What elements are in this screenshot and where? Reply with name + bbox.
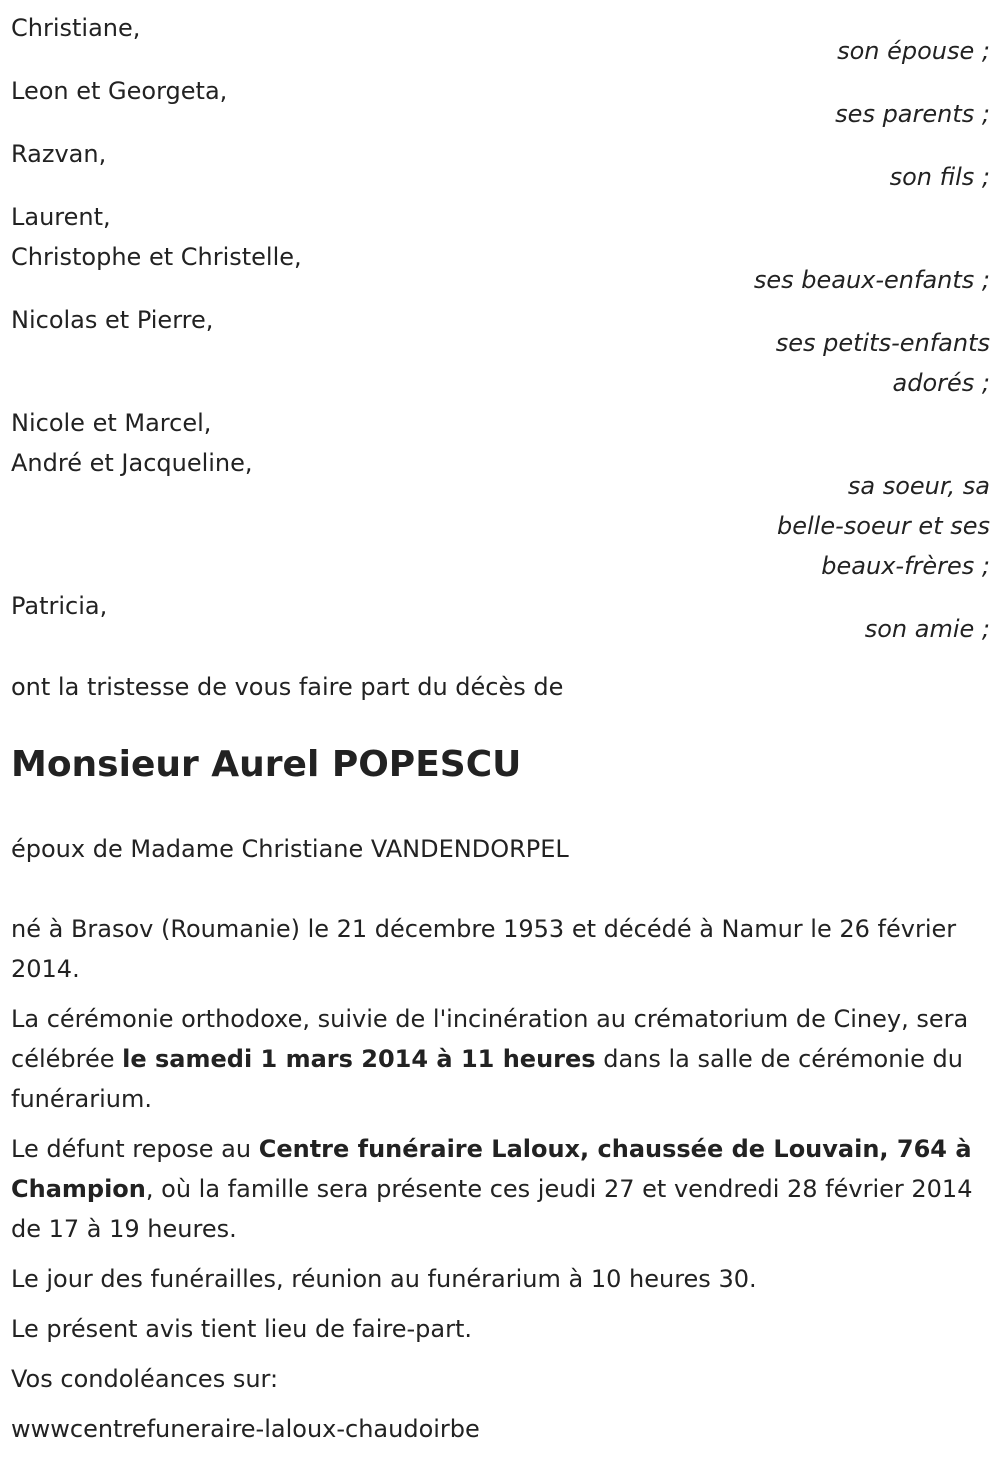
family-relation: belle-soeur et ses: [777, 512, 990, 540]
family-group: [11, 71, 990, 134]
family-relation: adorés ;: [892, 369, 990, 397]
family-member-names: Nicole et Marcel,: [11, 409, 212, 437]
family-list: [11, 8, 990, 649]
family-member-names: André et Jacqueline,: [11, 449, 253, 477]
family-relation: ses petits-enfants: [775, 329, 990, 357]
spouse-line: époux de Madame Christiane VANDENDORPEL: [11, 835, 569, 863]
family-group: [11, 300, 990, 403]
family-relation: son fils ;: [889, 163, 990, 191]
family-group: [11, 8, 990, 71]
family-member-names: Patricia,: [11, 592, 108, 620]
intro-text: ont la tristesse de vous faire part du décès de: [11, 673, 564, 701]
family-member-names: Nicolas et Pierre,: [11, 306, 214, 334]
family-group: [11, 586, 990, 649]
family-member-names: Christophe et Christelle,: [11, 243, 302, 271]
notice-text: Le présent avis tient lieu de faire-part.: [11, 1315, 473, 1343]
family-member-names: Leon et Georgeta,: [11, 77, 228, 105]
repose-location: Centre funéraire Laloux, chaussée de Louvain, 764 à Champion: [11, 1135, 972, 1203]
deceased-name: Monsieur Aurel POPESCU: [11, 744, 522, 785]
family-relation: ses beaux-enfants ;: [753, 266, 990, 294]
family-group: [11, 403, 990, 586]
family-group: [11, 134, 990, 197]
family-member-names: Christiane,: [11, 14, 141, 42]
family-relation: beaux-frères ;: [821, 552, 990, 580]
ceremony-after: dans la salle de cérémonie du funérarium.: [11, 1045, 963, 1113]
family-member-names: Laurent,: [11, 203, 111, 231]
meeting-text: Le jour des funérailles, réunion au funérarium à 10 heures 30.: [11, 1265, 757, 1293]
family-member-names: Razvan,: [11, 140, 107, 168]
repose-after: , où la famille sera présente ces jeudi 27 et vendredi 28 février 2014 de 17 à 19 heures.: [11, 1175, 973, 1243]
family-relation: son amie ;: [864, 615, 990, 643]
repose-before: Le défunt repose au: [11, 1135, 259, 1163]
family-group: [11, 197, 990, 300]
family-relation: son épouse ;: [837, 37, 990, 65]
family-relation: sa soeur, sa: [847, 472, 990, 500]
birth-death-text: né à Brasov (Roumanie) le 21 décembre 1953 et décédé à Namur le 26 février 2014.: [11, 915, 957, 983]
condolences-label: Vos condoléances sur:: [11, 1365, 279, 1393]
condolences-url[interactable]: wwwcentrefuneraire-laloux-chaudoirbe: [11, 1415, 480, 1443]
ceremony-date: le samedi 1 mars 2014 à 11 heures: [122, 1045, 596, 1073]
repose-text: [11, 1129, 990, 1249]
ceremony-text: [11, 999, 990, 1119]
family-relation: ses parents ;: [835, 100, 990, 128]
ceremony-before: La cérémonie orthodoxe, suivie de l'incinération au crématorium de Ciney, sera célébrée: [11, 1005, 969, 1073]
